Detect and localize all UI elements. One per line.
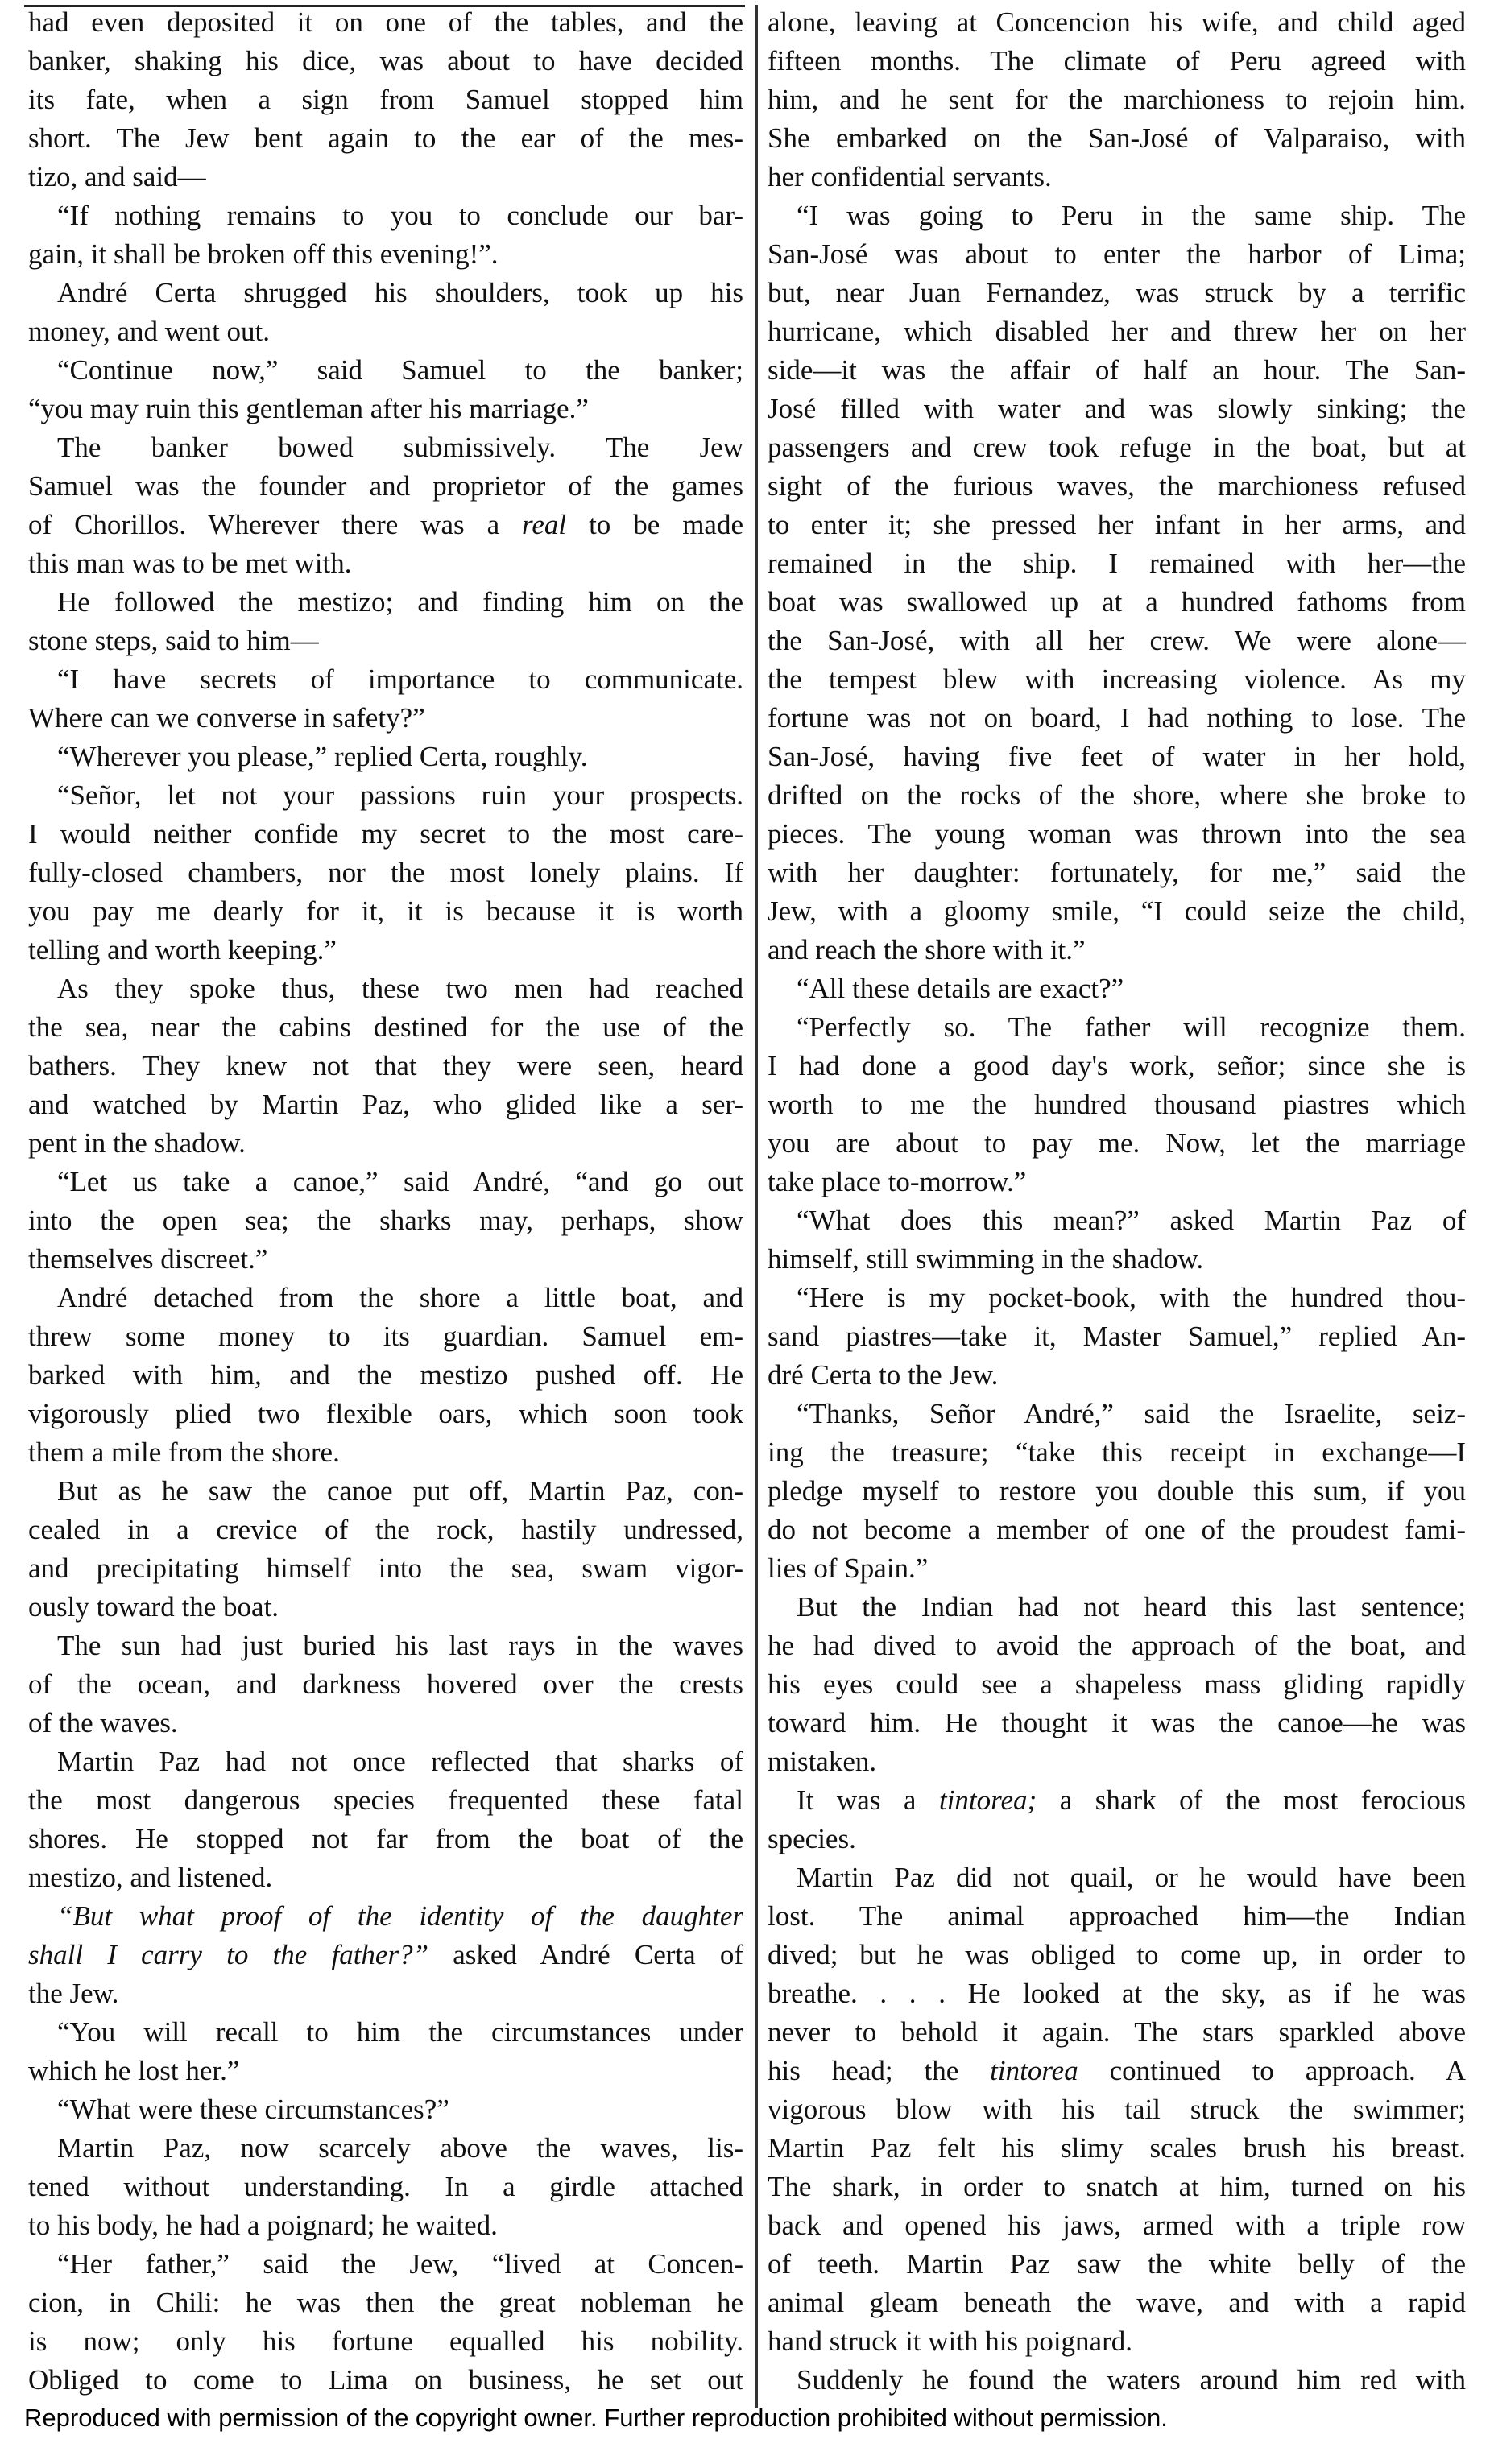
text-line: the most dangerous species frequented these fatal: [28, 1784, 743, 1816]
text-line: Where can we converse in safety?”: [28, 702, 425, 734]
text-segment: to be made: [566, 509, 743, 540]
text-line: fully-closed chambers, nor the most lonely plains. If: [28, 857, 743, 888]
text-segment: of Chorillos. Wherever there was a: [28, 509, 523, 540]
text-line: boat was swallowed up at a hundred fathoms from: [768, 586, 1466, 618]
paragraph: [768, 1008, 1466, 1201]
text-line: As they spoke thus, these two men had reached: [57, 973, 743, 1004]
text-line: stone steps, said to him—: [28, 625, 319, 656]
text-line: pent in the shadow.: [28, 1127, 246, 1159]
text-line: dived; but he was obliged to come up, in order to: [768, 1939, 1466, 1970]
text-line: themselves discreet.”: [28, 1243, 268, 1275]
text-line: short. The Jew bent again to the ear of the mes-: [28, 122, 743, 154]
text-line: money, and went out.: [28, 316, 271, 347]
text-line: “Wherever you please,” replied Certa, roughly.: [57, 741, 588, 772]
text-line: this man was to be met with.: [28, 548, 352, 579]
paragraph: [28, 274, 743, 351]
text-line: to his body, he had a poignard; he waited.: [28, 2210, 498, 2241]
text-line: “Señor, let not your passions ruin your prospects.: [57, 779, 743, 811]
paragraph: [768, 969, 1466, 1008]
text-line: them a mile from the shore.: [28, 1437, 340, 1468]
text-line: him, and he sent for the marchioness to rejoin him.: [768, 84, 1466, 115]
text-line: “You will recall to him the circumstances under: [57, 2016, 743, 2048]
text-line: “Let us take a canoe,” said André, “and go out: [57, 1166, 743, 1197]
text-line: [28, 506, 743, 544]
text-line: lost. The animal approached him—the Indian: [768, 1900, 1466, 1932]
paragraph: [768, 2361, 1466, 2400]
text-line: “Continue now,” said Samuel to the banker;: [57, 354, 743, 386]
paragraph: [768, 1588, 1466, 1781]
text-line: banker, shaking his dice, was about to have decided: [28, 45, 743, 76]
text-line: mestizo, and listened.: [28, 1862, 273, 1893]
text-line: I had done a good day's work, señor; since she is: [768, 1050, 1466, 1081]
text-line: her confidential servants.: [768, 161, 1052, 192]
text-line: André Certa shrugged his shoulders, took up his: [57, 277, 743, 308]
text-line: José filled with water and was slowly sinking; the: [768, 393, 1466, 424]
text-line: Martin Paz, now scarcely above the waves, lis-: [57, 2132, 743, 2164]
text-line: the San-José, with all her crew. We were alone—: [768, 625, 1466, 656]
italic-text: tintorea;: [938, 1784, 1037, 1816]
text-line: remained in the ship. I remained with her—the: [768, 548, 1466, 579]
text-line: [768, 2052, 1466, 2090]
text-line: himself, still swimming in the shadow.: [768, 1243, 1204, 1275]
text-line: and precipitating himself into the sea, swam vigor-: [28, 1552, 743, 1584]
text-line: [768, 1781, 1466, 1820]
text-line: with her daughter: fortunately, for me,” said the: [768, 857, 1466, 888]
text-line: “I have secrets of importance to communicate.: [57, 664, 743, 695]
text-line: he had dived to avoid the approach of the boat, and: [768, 1630, 1466, 1661]
paragraph: [28, 660, 743, 738]
italic-text: real: [522, 509, 567, 540]
text-line: sight of the furious waves, the marchioness refused: [768, 470, 1466, 502]
text-line: tizo, and said—: [28, 161, 206, 192]
text-line: “Her father,” said the Jew, “lived at Concen-: [57, 2248, 743, 2280]
text-line: hand struck it with his poignard.: [768, 2326, 1133, 2357]
paragraph: [28, 351, 743, 428]
text-line: his eyes could see a shapeless mass gliding rapidly: [768, 1668, 1466, 1700]
text-line: side—it was the affair of half an hour. The San-: [768, 354, 1466, 386]
text-line: sand piastres—take it, Master Samuel,” replied An-: [768, 1321, 1466, 1352]
text-line: you are about to pay me. Now, let the marriage: [768, 1127, 1466, 1159]
paragraph: [28, 1472, 743, 1627]
text-line: fortune was not on board, I had nothing to lose. The: [768, 702, 1466, 734]
paragraph: [28, 969, 743, 1163]
text-line: [28, 1897, 743, 1936]
text-line: had even deposited it on one of the tables, and the: [28, 6, 743, 38]
copyright-footer: Reproduced with permission of the copyright owner. Further reproduction prohibited without permission.: [24, 2404, 1168, 2432]
text-line: of the waves.: [28, 1707, 178, 1738]
text-line: take place to-morrow.”: [768, 1166, 1027, 1197]
text-line: mistaken.: [768, 1746, 877, 1777]
paragraph: [28, 738, 743, 776]
text-line: Martin Paz felt his slimy scales brush his breast.: [768, 2132, 1466, 2164]
text-line: bathers. They knew not that they were seen, heard: [28, 1050, 743, 1081]
text-segment: continued to approach. A: [1078, 2055, 1466, 2086]
text-line: never to behold it again. The stars sparkled above: [768, 2016, 1466, 2048]
text-line: André detached from the shore a little boat, and: [57, 1282, 743, 1313]
paragraph: [28, 3, 743, 196]
text-line: But as he saw the canoe put off, Martin Paz, con-: [57, 1475, 743, 1507]
text-line: the sea, near the cabins destined for the use of the: [28, 1011, 743, 1043]
text-line: Jew, with a gloomy smile, “I could seize the child,: [768, 895, 1466, 927]
text-line: its fate, when a sign from Samuel stopped him: [28, 84, 743, 115]
text-line: animal gleam beneath the wave, and with a rapid: [768, 2287, 1466, 2318]
text-line: to enter it; she pressed her infant in her arms, and: [768, 509, 1466, 540]
text-line: Samuel was the founder and proprietor of the games: [28, 470, 743, 502]
paragraph: [28, 2245, 743, 2400]
text-line: is now; only his fortune equalled his nobility.: [28, 2326, 743, 2357]
text-line: Martin Paz did not quail, or he would have been: [797, 1862, 1466, 1893]
text-line: [28, 1936, 743, 1974]
paragraph: [768, 1858, 1466, 2361]
text-line: cion, in Chili: he was then the great nobleman he: [28, 2287, 743, 2318]
text-line: gain, it shall be broken off this evening!”.: [28, 238, 499, 270]
text-line: ing the treasure; “take this receipt in exchange—I: [768, 1437, 1466, 1468]
text-line: worth to me the hundred thousand piastres which: [768, 1089, 1466, 1120]
text-line: toward him. He thought it was the canoe—he was: [768, 1707, 1466, 1738]
text-line: She embarked on the San-José of Valparaiso, with: [768, 122, 1466, 154]
text-line: species.: [768, 1823, 856, 1854]
text-line: shores. He stopped not far from the boat of the: [28, 1823, 743, 1854]
paragraph: [768, 1279, 1466, 1395]
text-line: passengers and crew took refuge in the boat, but at: [768, 432, 1466, 463]
paragraph: [28, 776, 743, 969]
text-line: vigorous blow with his tail struck the swimmer;: [768, 2094, 1466, 2125]
text-line: telling and worth keeping.”: [28, 934, 337, 965]
italic-text: tintorea: [990, 2055, 1078, 2086]
text-line: pieces. The young woman was thrown into the sea: [768, 818, 1466, 850]
text-segment: asked André Certa of: [428, 1939, 743, 1970]
text-line: the Jew.: [28, 1978, 119, 2009]
paragraph: [768, 1781, 1466, 1858]
text-line: “What does this mean?” asked Martin Paz of: [797, 1205, 1466, 1236]
text-line: tened without understanding. In a girdle attached: [28, 2171, 743, 2202]
text-line: dré Certa to the Jew.: [768, 1359, 999, 1391]
text-line: pledge myself to restore you double this sum, if you: [768, 1475, 1466, 1507]
italic-text: shall I carry to the father?”: [28, 1939, 429, 1970]
text-line: The shark, in order to snatch at him, turned on his: [768, 2171, 1466, 2202]
column-divider: [755, 5, 758, 2408]
text-line: I would neither confide my secret to the most care-: [28, 818, 743, 850]
text-line: do not become a member of one of the proudest fami-: [768, 1514, 1466, 1545]
text-line: hurricane, which disabled her and threw her on her: [768, 316, 1466, 347]
text-line: lies of Spain.”: [768, 1552, 929, 1584]
right-column: [768, 3, 1466, 2400]
text-line: “All these details are exact?”: [797, 973, 1124, 1004]
paragraph: [28, 2090, 743, 2129]
text-line: “you may ruin this gentleman after his marriage.”: [28, 393, 589, 424]
paragraph: [28, 196, 743, 274]
text-line: the tempest blew with increasing violence. As my: [768, 664, 1466, 695]
text-line: of the ocean, and darkness hovered over the crests: [28, 1668, 743, 1700]
paragraph: [28, 2129, 743, 2245]
text-line: back and opened his jaws, armed with a triple row: [768, 2210, 1466, 2241]
text-line: “Thanks, Señor André,” said the Israelite, seiz-: [797, 1398, 1466, 1429]
text-line: threw some money to its guardian. Samuel em-: [28, 1321, 743, 1352]
paragraph: [768, 1201, 1466, 1279]
text-segment: his head; the: [768, 2055, 991, 2086]
text-line: But the Indian had not heard this last sentence;: [797, 1591, 1466, 1623]
text-line: into the open sea; the sharks may, perhaps, show: [28, 1205, 743, 1236]
text-line: “If nothing remains to you to conclude our bar-: [57, 200, 743, 231]
text-line: “What were these circumstances?”: [57, 2094, 449, 2125]
text-line: and watched by Martin Paz, who glided like a ser-: [28, 1089, 743, 1120]
text-line: “Perfectly so. The father will recognize them.: [797, 1011, 1466, 1043]
text-line: The banker bowed submissively. The Jew: [57, 432, 743, 463]
text-line: of teeth. Martin Paz saw the white belly of the: [768, 2248, 1466, 2280]
paragraph: [28, 1163, 743, 1279]
paragraph: [768, 196, 1466, 969]
paragraph: [28, 583, 743, 660]
text-line: alone, leaving at Concencion his wife, and child aged: [768, 6, 1466, 38]
text-line: “Here is my pocket-book, with the hundred thou-: [797, 1282, 1466, 1313]
text-line: Suddenly he found the waters around him red with: [797, 2364, 1466, 2396]
text-line: fifteen months. The climate of Peru agreed with: [768, 45, 1466, 76]
text-line: Martin Paz had not once reflected that sharks of: [57, 1746, 743, 1777]
italic-text: “But what proof of the identity of the daughter: [57, 1900, 743, 1932]
text-line: which he lost her.”: [28, 2055, 240, 2086]
text-line: barked with him, and the mestizo pushed off. He: [28, 1359, 743, 1391]
text-line: but, near Juan Fernandez, was struck by a terrific: [768, 277, 1466, 308]
text-line: San-José, having five feet of water in her hold,: [768, 741, 1466, 772]
text-line: vigorously plied two flexible oars, which soon took: [28, 1398, 743, 1429]
left-column: [28, 3, 743, 2400]
text-segment: It was a: [797, 1784, 939, 1816]
text-line: He followed the mestizo; and finding him on the: [57, 586, 743, 618]
text-line: you pay me dearly for it, it is because it is worth: [28, 895, 743, 927]
text-line: San-José was about to enter the harbor of Lima;: [768, 238, 1466, 270]
text-line: cealed in a crevice of the rock, hastily undressed,: [28, 1514, 743, 1545]
paragraph: [28, 1627, 743, 1743]
text-line: and reach the shore with it.”: [768, 934, 1086, 965]
text-line: Obliged to come to Lima on business, he set out: [28, 2364, 743, 2396]
paragraph: [28, 1279, 743, 1472]
text-line: “I was going to Peru in the same ship. The: [797, 200, 1466, 231]
text-line: ously toward the boat.: [28, 1591, 279, 1623]
paragraph: [768, 3, 1466, 196]
text-line: The sun had just buried his last rays in the waves: [57, 1630, 743, 1661]
text-segment: a shark of the most ferocious: [1037, 1784, 1466, 1816]
text-line: breathe. . . . He looked at the sky, as if he was: [768, 1978, 1466, 2009]
text-line: drifted on the rocks of the shore, where she broke to: [768, 779, 1466, 811]
paragraph: [28, 428, 743, 583]
paragraph: [768, 1395, 1466, 1588]
paragraph: [28, 1743, 743, 1897]
paragraph: [28, 2013, 743, 2090]
paragraph: [28, 1897, 743, 2013]
